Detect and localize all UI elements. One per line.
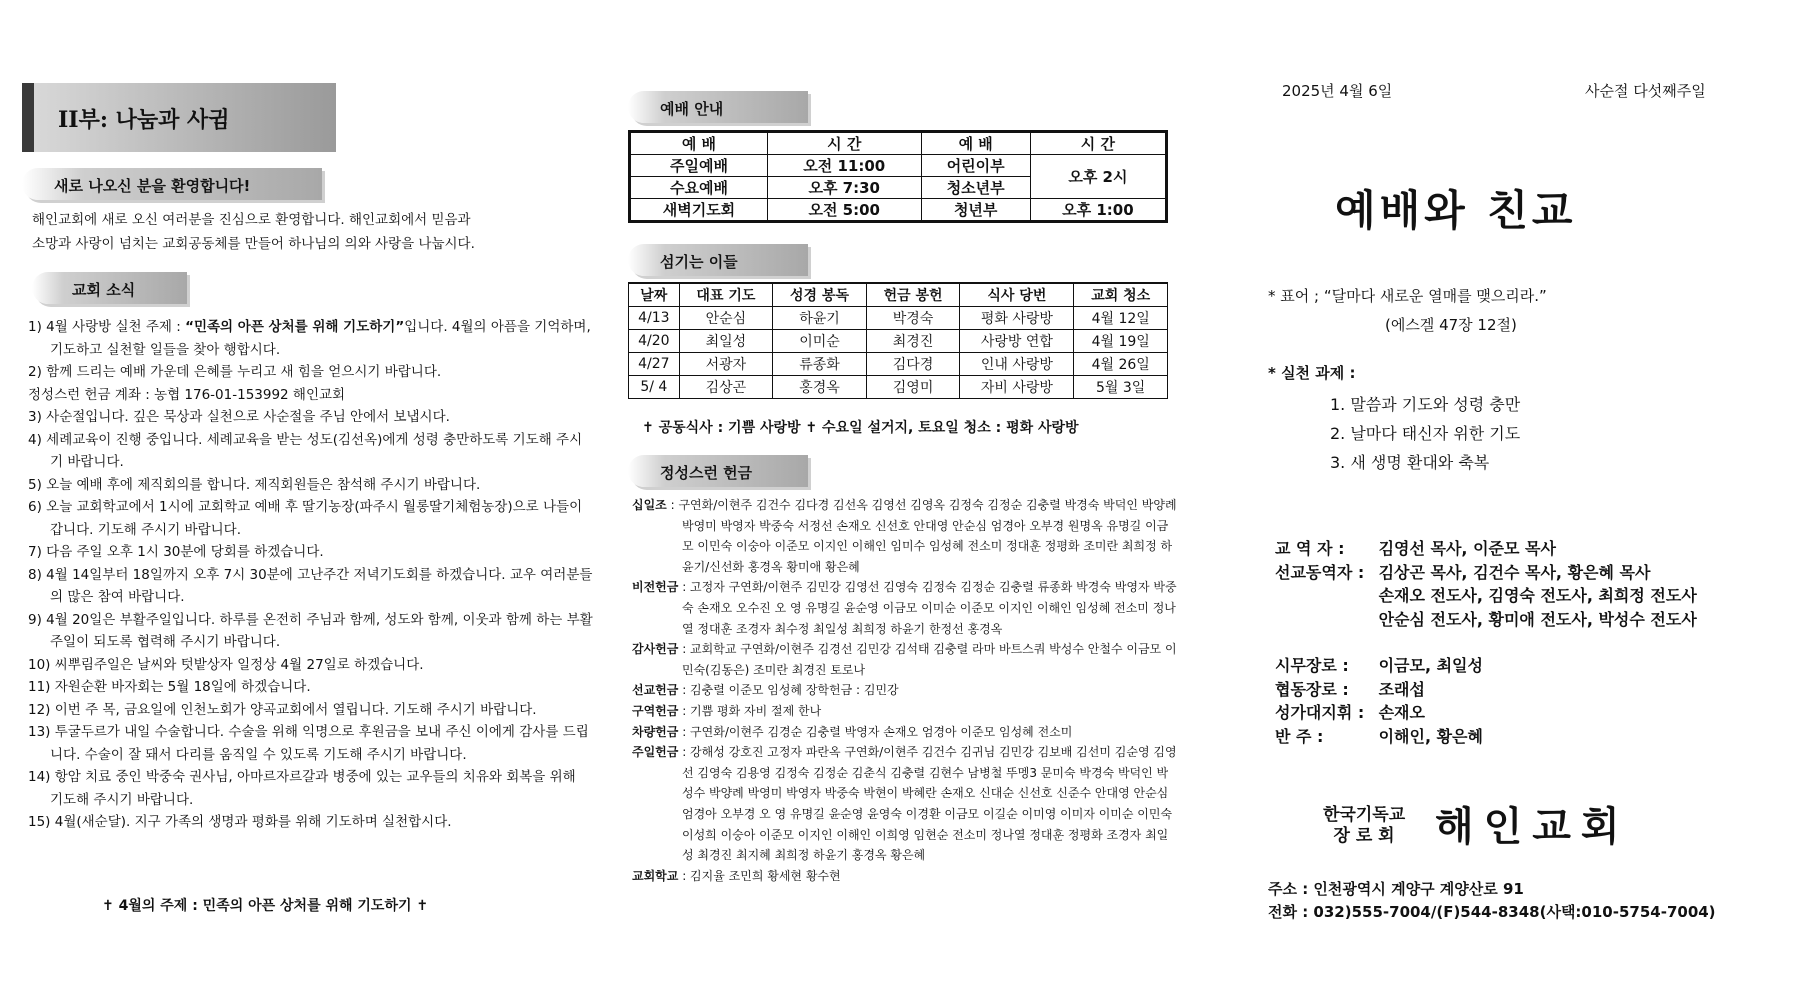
staff-role: 협동장로 : — [1275, 679, 1349, 699]
staff-names: 이해인, 황은혜 — [1373, 726, 1483, 746]
offering-names: : 구연화/이현주 김건수 김다경 김선옥 김영선 김영옥 김정숙 김정순 김충렬 박경숙 박덕인 박양례 박영미 박영자 박중숙 서정선 손재오 신선호 안대영 안순심 엄경아 오부경 원명옥 유명길 이금모 이민숙 이숭아 이준모 이지인 이해인 임미수 임성혜 전소미 정대훈 정평화 조미란 최희정 하윤기/신선화 홍경옥 황미애 황은혜 — [666, 498, 1177, 574]
table-cell: 안순심 — [679, 307, 773, 330]
staff-role: 반 주 : — [1275, 726, 1324, 746]
table-cell: 김다경 — [866, 353, 960, 376]
task-item: 2. 날마다 태신자 위한 기도 — [1330, 424, 1521, 443]
worship-heading: 예배 안내 — [660, 100, 724, 118]
task-item: 3. 새 생명 환대와 축복 — [1330, 453, 1490, 472]
table-cell: 5월 3일 — [1074, 376, 1168, 399]
table-cell: 4/13 — [629, 307, 680, 330]
offering-label: 감사헌금 — [632, 642, 679, 657]
servers-heading: 섬기는 이들 — [660, 253, 738, 271]
table-header: 날짜 — [629, 283, 680, 307]
denomination — [1323, 805, 1405, 847]
news-list — [28, 316, 593, 834]
offering-names: : 기쁨 평화 자비 절제 한나 — [678, 703, 822, 718]
table-cell: 새벽기도회 — [630, 199, 768, 222]
news-item-text: 3) 사순절입니다. 깊은 묵상과 실천으로 사순절을 주님 안에서 보냅시다. — [28, 409, 450, 425]
table-row — [629, 353, 1168, 376]
staff-list — [1275, 537, 1697, 748]
news-item-text: 13) 투굴두르가 내일 수술합니다. 수술을 위해 익명으로 후원금을 보내 주신 이에게 감사를 드립니다. 수술이 잘 돼서 다리를 움직일 수 있도록 기도해 주시기 바랍니다. — [28, 724, 589, 763]
news-item — [28, 676, 593, 699]
offering-heading: 정성스런 헌금 — [660, 464, 753, 482]
staff-row — [1275, 678, 1697, 702]
staff-role: 선교동역자 : — [1275, 562, 1365, 582]
table-header: 예 배 — [921, 132, 1030, 155]
news-heading-pill — [32, 272, 187, 304]
news-item — [28, 429, 593, 474]
news-heading: 교회 소식 — [72, 281, 136, 299]
news-item-text: 1) 4월 사랑방 실천 주제 : — [28, 319, 186, 335]
table-cell: 평화 사랑방 — [960, 307, 1074, 330]
address: 주소 : 인천광역시 계양구 계양산로 91 — [1268, 880, 1524, 898]
task-item: 1. 말씀과 기도와 성령 충만 — [1330, 395, 1521, 414]
table-cell: 4/27 — [629, 353, 680, 376]
church-name: 해인교회 — [1435, 804, 1630, 850]
news-item-text: 9) 4월 20일은 부활주일입니다. 하루를 온전히 주님과 함께, 성도와 함께, 이웃과 함께 하는 부활주일이 되도록 협력해 주시기 바랍니다. — [28, 611, 593, 650]
table-row — [630, 155, 1167, 177]
table-header: 식사 당번 — [960, 283, 1074, 307]
staff-names: 조래섭 — [1373, 679, 1425, 699]
welcome-heading-pill — [22, 168, 322, 200]
table-cell: 자비 사랑방 — [960, 376, 1074, 399]
welcome-text — [32, 208, 592, 256]
staff-names: 김상곤 목사, 김건수 목사, 황은혜 목사 — [1373, 562, 1651, 582]
news-item — [28, 496, 593, 541]
table-cell: 최경진 — [866, 330, 960, 353]
offerings-list — [632, 495, 1177, 886]
offering-names: : 구연화/이현주 김경순 김충렬 박영자 손재오 엄경아 이준모 임성혜 전소미 — [678, 724, 1073, 739]
offering-row — [632, 866, 1177, 887]
staff-row — [1275, 725, 1697, 749]
news-item-text: 5) 오늘 예배 후에 제직회의를 합니다. 제직회원들은 참석해 주시기 바랍니다. — [28, 476, 481, 493]
offering-label: 차량헌금 — [632, 724, 679, 739]
duty-line: ✝ 공동식사 : 기쁨 사랑방 ✝ 수요일 설거지, 토요일 청소 : 평화 사랑방 — [642, 420, 1079, 436]
offering-row — [632, 495, 1177, 577]
table-header: 헌금 봉헌 — [866, 283, 960, 307]
news-item-text: 7) 다음 주일 오후 1시 30분에 당회를 하겠습니다. — [28, 544, 324, 560]
motto-reference: (에스겔 47장 12절) — [1385, 316, 1517, 334]
table-header-row — [630, 132, 1167, 155]
news-item — [28, 811, 593, 834]
offering-names: : 교회학교 구연화/이현주 김경선 김민강 김석태 김충렬 라마 바트스쿼 박성수 안철수 이금모 이민숙(김동은) 조미란 최경진 토로나 — [678, 642, 1177, 677]
offering-names: : 강해성 강호진 고정자 파란옥 구연화/이현주 김건수 김귀님 김민강 김보배 김선미 김순영 김영선 김영숙 김용영 김정숙 김정순 김춘식 김충렬 김현수 남병철 뚜멩3 문미숙 박경숙 박덕인 박성수 박양례 박영미 박영자 박중숙 박현이 박혜란 손재오 신대순 신선호 신준수 안대영 안순심 엄경아 오부경 오 영 유명길 윤순영 윤영숙 이경환 이금모 이길순 이미영 이미자 이미순 이민숙 이성희 이숭아 이준모 이지인 이해인 이희영 임현순 전소미 정나열 정대훈 정평화 조경자 최일성 최경진 최지혜 최희정 하윤기 홍경옥 황은혜 — [678, 745, 1177, 863]
staff-role: 성가대지휘 : — [1275, 703, 1365, 722]
news-item-text: 입니다. 4월의 아픔을 기억하며, 기도하고 실천할 일들을 찾아 행합시다. — [50, 319, 591, 358]
news-item — [28, 766, 593, 811]
tasks-list — [1330, 390, 1520, 477]
offering-row — [632, 639, 1177, 680]
table-cell: 하윤기 — [773, 307, 867, 330]
denomination-line: 장 로 회 — [1333, 826, 1395, 846]
welcome-line: 소망과 사랑이 넘치는 교회공동체를 만들어 하나님의 의와 사랑을 나눕시다. — [32, 236, 475, 252]
news-item-text: 6) 오늘 교회학교에서 1시에 교회학교 예배 후 딸기농장(파주시 월롱딸기체험농장)으로 나들이 갑니다. 기도해 주시기 바랍니다. — [28, 499, 583, 538]
news-item — [28, 699, 593, 722]
table-cell: 홍경옥 — [773, 376, 867, 399]
staff-names: 손재오 — [1373, 703, 1425, 722]
staff-row — [1275, 584, 1697, 608]
table-cell: 최일성 — [679, 330, 773, 353]
news-item — [28, 316, 593, 361]
table-cell: 오후 1:00 — [1030, 199, 1166, 222]
servers-heading-pill — [628, 244, 808, 276]
offering-names: : 김충렬 이준모 임성혜 장학헌금 : 김민강 — [678, 683, 899, 698]
table-cell: 서광자 — [679, 353, 773, 376]
news-item — [28, 361, 593, 384]
offering-label: 교회학교 — [632, 868, 679, 883]
table-cell: 김상곤 — [679, 376, 773, 399]
staff-role: 시무장로 : — [1275, 656, 1349, 675]
servers-table — [628, 282, 1168, 399]
phone: 전화 : 032)555-7004/(F)544-8348(사택:010-5754-7004) — [1268, 903, 1716, 921]
table-cell: 청년부 — [921, 199, 1030, 222]
news-item-text: 2) 함께 드리는 예배 가운데 은혜를 누리고 새 힘을 얻으시기 바랍니다. — [28, 364, 442, 380]
news-item-text: 11) 자원순환 바자회는 5월 18일에 하겠습니다. — [28, 679, 311, 695]
table-cell: 4월 12일 — [1074, 307, 1168, 330]
part-title-banner — [22, 83, 336, 152]
staff-role — [1275, 584, 1373, 608]
news-item — [28, 609, 593, 654]
table-header: 예 배 — [630, 132, 768, 155]
offering-label: 십일조 — [632, 498, 667, 512]
offering-label: 구역헌금 — [632, 703, 679, 718]
news-item-text: 15) 4월(새순달). 지구 가족의 생명과 평화를 위해 기도하며 실천합시다. — [28, 814, 452, 830]
staff-names: 안순심 전도사, 황미애 전도사, 박성수 전도사 — [1373, 609, 1697, 629]
table-cell: 청소년부 — [921, 177, 1030, 199]
news-item — [28, 721, 593, 766]
contact-info — [1268, 878, 1716, 924]
table-cell: 5/ 4 — [629, 376, 680, 399]
news-item-text: 4) 세례교육이 진행 중입니다. 세례교육을 받는 성도(김선옥)에게 성령 충만하도록 기도해 주시기 바랍니다. — [28, 431, 583, 470]
staff-row — [1275, 561, 1697, 585]
offering-row — [632, 701, 1177, 722]
table-header: 성경 봉독 — [773, 283, 867, 307]
staff-role: 교 역 자 : — [1275, 539, 1345, 558]
bulletin-title: 예배와 친교 — [1335, 186, 1577, 235]
staff-row — [1275, 631, 1697, 654]
table-header: 대표 기도 — [679, 283, 773, 307]
staff-role — [1275, 631, 1373, 654]
news-item-text: 10) 씨뿌림주일은 날씨와 텃밭상자 일정상 4월 27일로 하겠습니다. — [28, 656, 424, 673]
staff-names: 손재오 전도사, 김영숙 전도사, 최희정 전도사 — [1373, 586, 1697, 605]
offering-row — [632, 722, 1177, 743]
news-item — [28, 384, 593, 407]
worship-heading-pill — [628, 91, 808, 123]
offering-label: 비전헌금 — [632, 580, 679, 595]
table-cell: 4/20 — [629, 330, 680, 353]
table-cell: 오후 2시 — [1030, 155, 1166, 199]
table-cell: 4월 19일 — [1074, 330, 1168, 353]
worship-schedule-table — [628, 130, 1168, 223]
staff-row — [1275, 537, 1697, 561]
table-cell: 이미순 — [773, 330, 867, 353]
table-header: 시 간 — [767, 132, 921, 155]
news-item-text: 8) 4월 14일부터 18일까지 오후 7시 30분에 고난주간 저녁기도회를 하겠습니다. 교우 여러분들의 많은 참여 바랍니다. — [28, 566, 593, 605]
table-cell: 오전 5:00 — [767, 199, 921, 222]
bulletin-date: 2025년 4월 6일 — [1282, 82, 1393, 100]
denomination-line: 한국기독교 — [1323, 805, 1406, 825]
table-cell: 박경숙 — [866, 307, 960, 330]
offering-label: 주일헌금 — [632, 745, 679, 760]
news-item-text: 12) 이번 주 목, 금요일에 인천노회가 양곡교회에서 열립니다. 기도해 주시기 바랍니다. — [28, 701, 537, 718]
table-row — [629, 376, 1168, 399]
motto: * 표어 ; “달마다 새로운 열매를 맺으리라.” — [1268, 287, 1547, 305]
news-item-emphasis: “민족의 아픈 상처를 위해 기도하기” — [185, 319, 405, 335]
offering-row — [632, 577, 1177, 639]
table-row — [629, 307, 1168, 330]
table-cell: 김영미 — [866, 376, 960, 399]
staff-role — [1275, 608, 1373, 632]
news-item — [28, 406, 593, 429]
news-item — [28, 541, 593, 564]
table-header: 시 간 — [1030, 132, 1166, 155]
table-row — [630, 199, 1167, 222]
liturgical-season: 사순절 다섯째주일 — [1585, 82, 1706, 100]
table-row — [629, 330, 1168, 353]
offering-row — [632, 742, 1177, 866]
table-cell: 오전 11:00 — [767, 155, 921, 177]
tasks-heading: * 실천 과제 : — [1268, 364, 1356, 382]
news-footer: ✝ 4월의 주제 : 민족의 아픈 상처를 위해 기도하기 ✝ — [102, 898, 429, 914]
news-item-text: 14) 항암 치료 중인 박중숙 권사님, 아마르자르갈과 병중에 있는 교우들의 치유와 회복을 위해 기도해 주시기 바랍니다. — [28, 769, 576, 808]
staff-names: 이금모, 최일성 — [1373, 656, 1483, 675]
table-cell: 4월 26일 — [1074, 353, 1168, 376]
news-item — [28, 474, 593, 497]
part-title: II부: 나눔과 사귐 — [58, 107, 230, 133]
staff-names: 김영선 목사, 이준모 목사 — [1373, 539, 1556, 558]
table-cell: 주일예배 — [630, 155, 768, 177]
news-item — [28, 654, 593, 677]
staff-row — [1275, 608, 1697, 632]
table-cell: 어린이부 — [921, 155, 1030, 177]
staff-row — [1275, 654, 1697, 678]
table-cell: 수요예배 — [630, 177, 768, 199]
table-header: 교회 청소 — [1074, 283, 1168, 307]
table-cell: 인내 사랑방 — [960, 353, 1074, 376]
table-cell: 오후 7:30 — [767, 177, 921, 199]
offering-names: : 고정자 구연화/이현주 김민강 김영선 김영숙 김정숙 김정순 김충렬 류종화 박경숙 박영자 박중숙 손재오 오수진 오 영 유명길 윤순영 이금모 이미순 이준모 이지인 이해인 임성혜 전소미 정나열 정대훈 조경자 최수정 최일성 최희정 하윤기 한정선 홍경옥 — [678, 580, 1177, 636]
offering-heading-pill — [628, 455, 808, 487]
welcome-heading: 새로 나오신 분을 환영합니다! — [54, 177, 251, 195]
offering-names: : 김지율 조민희 황세현 황수현 — [678, 868, 841, 883]
offering-label: 선교헌금 — [632, 683, 679, 698]
table-header-row — [629, 283, 1168, 307]
table-cell: 사랑방 연합 — [960, 330, 1074, 353]
news-item — [28, 564, 593, 609]
table-cell: 류종화 — [773, 353, 867, 376]
offering-row — [632, 680, 1177, 701]
welcome-line: 해인교회에 새로 오신 여러분을 진심으로 환영합니다. 해인교회에서 믿음과 — [32, 212, 471, 228]
news-item-text: 정성스런 헌금 계좌 : 농협 176-01-153992 해인교회 — [28, 386, 346, 403]
staff-row — [1275, 701, 1697, 725]
